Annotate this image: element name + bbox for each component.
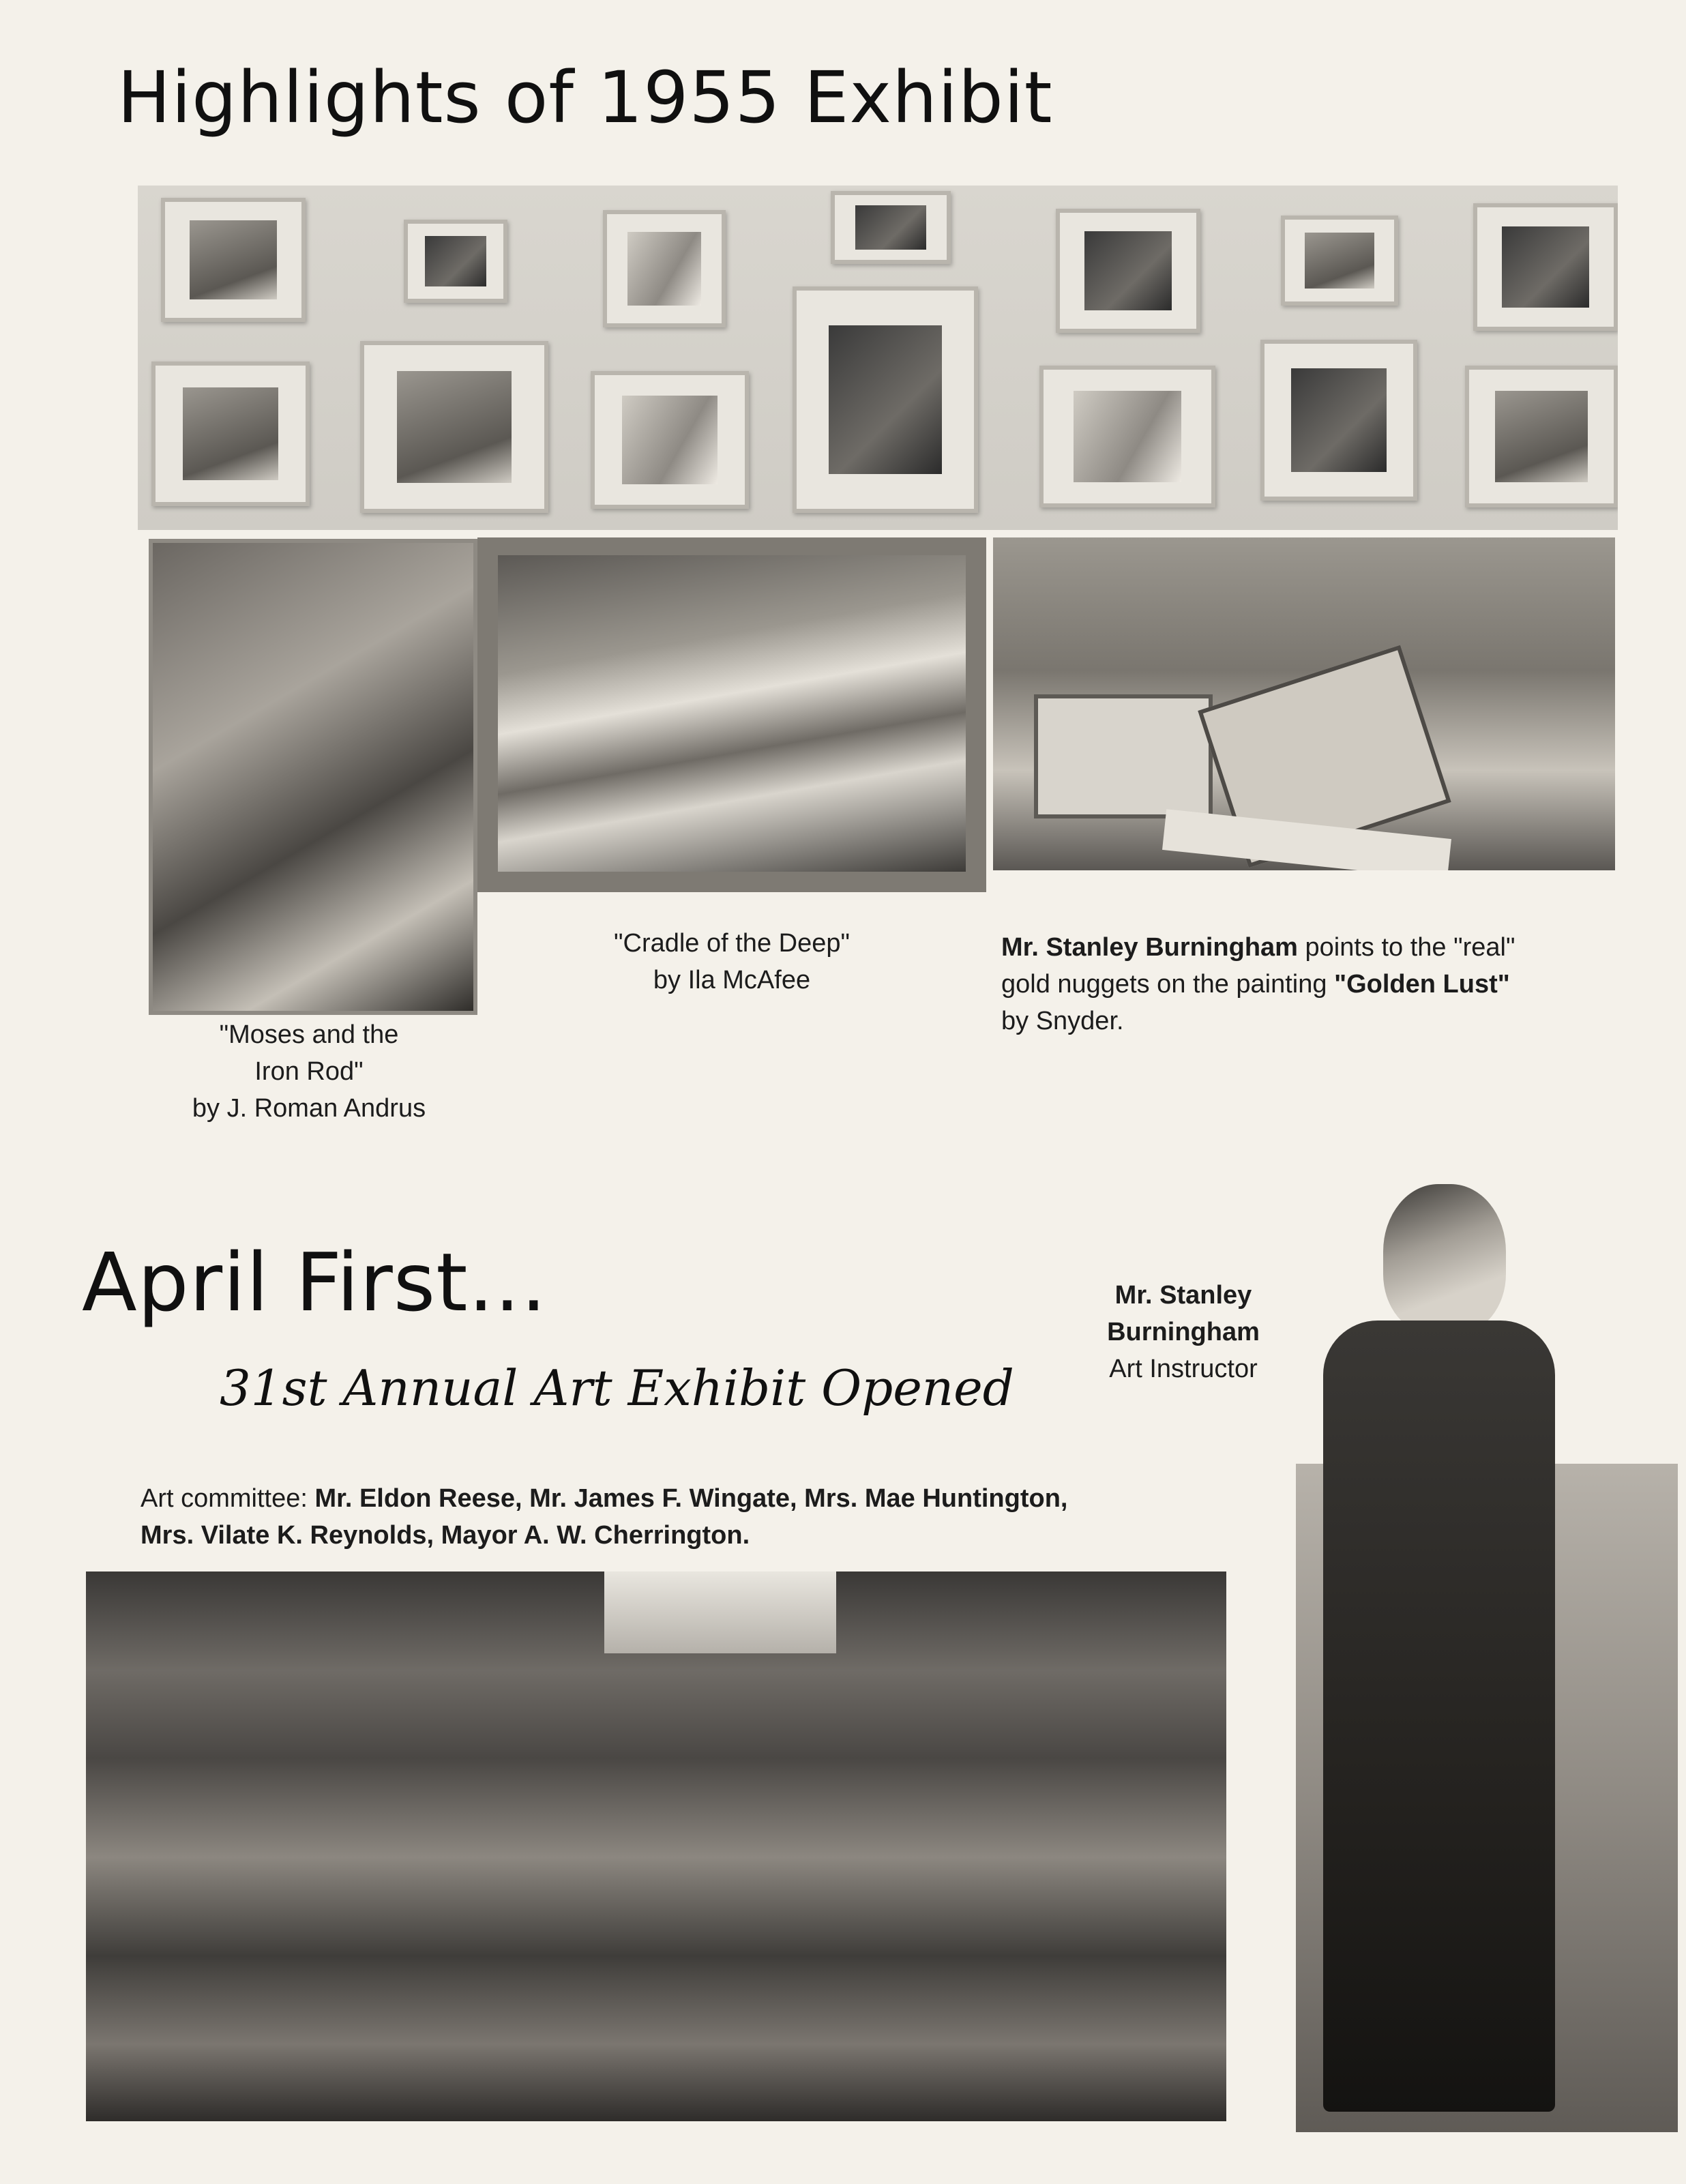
cradle-byline: by Ila McAfee bbox=[653, 966, 811, 994]
wall-painting bbox=[831, 191, 951, 264]
wall-painting bbox=[161, 198, 306, 322]
golden-lust-caption bbox=[1001, 929, 1615, 1039]
speaker-head bbox=[1383, 1184, 1506, 1334]
committee-line1: Mr. Eldon Reese, Mr. James F. Wingate, Mrs. Mae Huntington, bbox=[314, 1484, 1068, 1513]
golden-caption-text2: gold nuggets on the painting bbox=[1001, 970, 1335, 999]
moses-title-line1: "Moses and the bbox=[219, 1020, 399, 1049]
cradle-title: "Cradle of the Deep" bbox=[614, 929, 850, 958]
cradle-painting-photo bbox=[477, 537, 986, 892]
moses-byline: by J. Roman Andrus bbox=[192, 1094, 426, 1123]
wall-painting bbox=[151, 361, 310, 506]
wall-painting bbox=[1465, 366, 1618, 507]
golden-caption-name: Mr. Stanley Burningham bbox=[1001, 933, 1298, 962]
page-title: Highlights of 1955 Exhibit bbox=[117, 56, 1053, 139]
audience-photo bbox=[86, 1571, 1226, 2121]
wall-painting bbox=[1039, 366, 1215, 507]
speaker-photo bbox=[1296, 1184, 1678, 2132]
wall-painting bbox=[603, 210, 726, 327]
wall-painting bbox=[591, 371, 749, 509]
cradle-caption bbox=[477, 925, 986, 999]
gallery-wall-photo bbox=[138, 186, 1618, 530]
golden-caption-text3: by Snyder. bbox=[1001, 1007, 1124, 1035]
moses-painting-photo bbox=[149, 539, 477, 1015]
golden-caption-text1: points to the "real" bbox=[1297, 933, 1515, 962]
instructor-name-line1: Mr. Stanley bbox=[1114, 1281, 1252, 1310]
wall-painting bbox=[404, 220, 507, 303]
committee-label: Art committee: bbox=[140, 1484, 315, 1513]
april-headline: April First... bbox=[82, 1235, 548, 1329]
wall-painting bbox=[1056, 209, 1200, 333]
instructor-title: Art Instructor bbox=[1109, 1355, 1258, 1383]
wall-painting bbox=[1473, 203, 1618, 331]
wall-painting bbox=[1260, 340, 1417, 501]
speaker-body bbox=[1323, 1320, 1555, 2112]
exhibit-subhead: 31st Annual Art Exhibit Opened bbox=[220, 1359, 1014, 1417]
art-committee bbox=[140, 1480, 1232, 1554]
golden-caption-painting: "Golden Lust" bbox=[1334, 970, 1510, 999]
committee-line2: Mrs. Vilate K. Reynolds, Mayor A. W. Cherrington. bbox=[140, 1521, 750, 1550]
wall-painting bbox=[360, 341, 548, 513]
moses-caption bbox=[149, 1016, 469, 1127]
wall-painting-portrait bbox=[793, 286, 978, 513]
instructor-caption bbox=[1084, 1277, 1282, 1387]
instructor-name-line2: Burningham bbox=[1107, 1318, 1260, 1346]
golden-lust-photo bbox=[993, 537, 1615, 870]
wall-painting bbox=[1281, 216, 1398, 306]
moses-title-line2: Iron Rod" bbox=[254, 1057, 364, 1086]
